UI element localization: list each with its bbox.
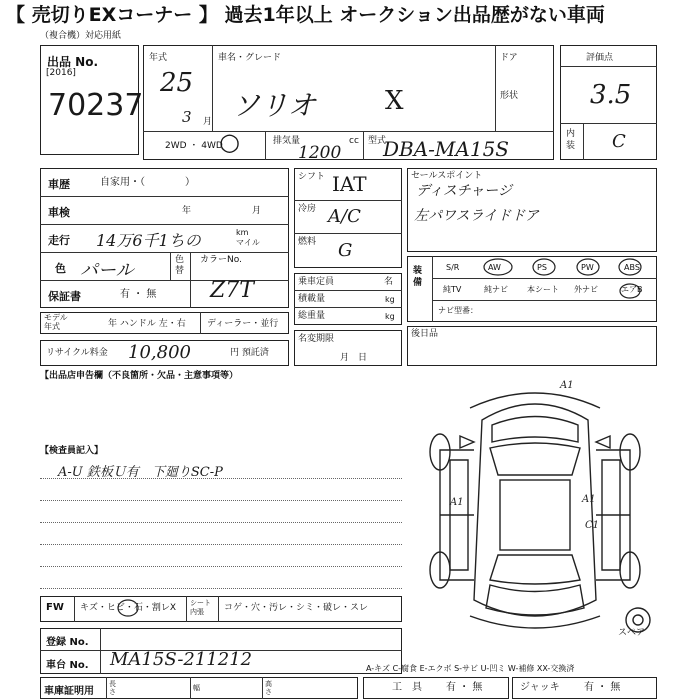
arrival-label: 後日品 (411, 329, 439, 339)
year-value: 25 (160, 68, 194, 98)
model-year-rest: 年 ハンドル 左・右 (108, 319, 186, 329)
reg-label: 登録 No. (46, 637, 89, 648)
displacement-value: 1200 (298, 143, 342, 163)
chassis-label: 車台 No. (46, 660, 89, 671)
equipment-label: 装備 (413, 266, 423, 288)
ac-value: A/C (328, 206, 361, 227)
fw-text: キズ・ヒビ・石・割レX (80, 603, 176, 613)
fuel-label: 燃料 (298, 237, 317, 247)
cert-label: 車庫証明用 (44, 686, 94, 697)
cert-width-label: 幅 (193, 684, 200, 692)
door-label: ドア (500, 53, 518, 63)
warranty-label: 保証書 (48, 290, 81, 303)
cert-height-label: 高さ (265, 680, 272, 696)
capacity-unit: 名 (384, 277, 394, 287)
drive-label: 2WD ・ 4WD (165, 141, 223, 151)
grade-value: X (385, 86, 404, 116)
gross-label: 総重量 (298, 311, 326, 321)
inspector-note-line1: A-U 鉄板Ｕ有 下廻りSC-P (58, 465, 223, 480)
car-damage-diagram (410, 370, 660, 640)
fuel-value: G (338, 240, 353, 261)
cert-length-label: 長さ (109, 680, 116, 696)
form-subnote: （複合機）対応用紙 (40, 31, 122, 41)
color-label: 色 (55, 262, 66, 275)
damage-mark-right-lower: C1 (585, 520, 600, 531)
sales-point-label: セールスポイント (411, 171, 483, 181)
equip-sr: S/R (446, 263, 460, 272)
equip-tv: 純TV (443, 285, 462, 294)
model-type-value: DBA-MA15S (383, 137, 510, 161)
load-label: 積載量 (298, 294, 326, 304)
equip-abs: ABS (624, 263, 640, 272)
navi-model-label: ナビ型番： (438, 306, 478, 315)
fw-marks (80, 595, 190, 623)
color-change-label: 色替 (175, 255, 185, 276)
fw-label: FW (46, 602, 64, 613)
shift-value: IAT (332, 172, 367, 196)
arrival-box (407, 326, 657, 366)
sales-point-line1: ディスチャージ (416, 183, 512, 199)
lot-number: 70237 (48, 88, 144, 123)
model-year-label: モデル年式 (44, 313, 68, 331)
color-no-value: Z7T (210, 278, 254, 303)
spare-label: スペア (618, 628, 646, 638)
ac-label: 冷房 (298, 204, 317, 214)
damage-legend: A-キズ C-腐食 E-エクボ S-サビ U-凹ミ W-補修 XX-交換済 (366, 664, 575, 673)
interior-value: C (612, 131, 626, 152)
score-label: 評価点 (586, 53, 614, 63)
lot-label: 出品 No. (47, 55, 99, 69)
inspection-year-unit: 年 (182, 206, 192, 216)
inspection-label: 車検 (48, 206, 70, 219)
km-unit: km マイル (236, 228, 260, 247)
recycle-unit: 円 預託済 (230, 348, 269, 358)
equip-pw: PW (581, 263, 594, 272)
nenshiki-label: 年式 (149, 53, 168, 63)
warranty-value: 有 ・ 無 (120, 289, 157, 300)
cc-unit: cc (349, 136, 359, 146)
dealer-label: ディーラー・並行 (207, 319, 279, 329)
damage-mark-right: A1 (582, 494, 596, 505)
equip-navi: 純ナビ (484, 285, 508, 294)
equip-aw: AW (488, 263, 501, 272)
equip-ext-navi: 外ナビ (574, 285, 598, 294)
equip-ps: PS (537, 263, 547, 272)
jack-value: 有 ・ 無 (584, 682, 621, 693)
capacity-label: 乗車定員 (298, 277, 335, 287)
chassis-value: MA15S-211212 (110, 649, 253, 670)
interior-label: 内装 (566, 129, 576, 151)
mileage-value: 14万6千1ちの (96, 231, 201, 250)
tools-value: 有 ・ 無 (446, 682, 483, 693)
model-type-label: 型式 (368, 136, 387, 146)
inspector-notes-label: 【検査員記入】 (40, 446, 104, 456)
equip-airbag: エアB (621, 285, 643, 294)
car-name-label: 車名・グレード (218, 53, 282, 63)
history-label: 車歴 (48, 178, 70, 191)
page-header: 【 売切りEXコーナー 】 過去1年以上 オークション出品歴がない車両 (0, 0, 700, 30)
equipment-circles (470, 254, 660, 306)
damage-mark-left: A1 (450, 497, 464, 508)
gross-kg-unit: kg (385, 312, 395, 321)
seat-text: コゲ・穴・汚レ・シミ・破レ・スレ (224, 603, 369, 613)
history-value: 自家用・（ ） (100, 177, 195, 188)
inspection-month-unit: 月 (252, 206, 262, 216)
sales-point-line2: 左パワスライドドア (414, 208, 539, 224)
score-value: 3.5 (590, 80, 632, 110)
seller-notes-label: 【出品店申告欄（不良箇所・欠品・主意事項等） (40, 371, 239, 381)
color-value: パール (80, 260, 134, 281)
color-no-label: カラーNo. (200, 255, 242, 265)
jack-label: ジャッキ (520, 682, 560, 693)
damage-mark-front: A1 (560, 380, 574, 391)
tools-box (363, 677, 509, 699)
shape-label: 形状 (500, 91, 519, 101)
year-stamp: [2016] (46, 68, 76, 78)
recycle-value: 10,800 (128, 342, 191, 363)
mileage-label: 走行 (48, 234, 70, 247)
car-name-value: ソリオ (232, 89, 316, 122)
recycle-label: リサイクル料金 (46, 348, 108, 358)
month-unit: 月 (203, 117, 213, 127)
modify-label: 名変期限 (298, 334, 335, 344)
displacement-label: 排気量 (273, 136, 301, 146)
load-kg-unit: kg (385, 295, 395, 304)
modify-unit: 月 日 (340, 353, 368, 363)
tools-label: 工 具 (392, 682, 422, 693)
seat-label: シート内張 (190, 599, 211, 616)
equip-leather: 本シート (527, 285, 559, 294)
drive-mark: ○ (219, 128, 240, 156)
shift-label: シフト (298, 172, 326, 182)
month-value: 3 (182, 108, 192, 126)
